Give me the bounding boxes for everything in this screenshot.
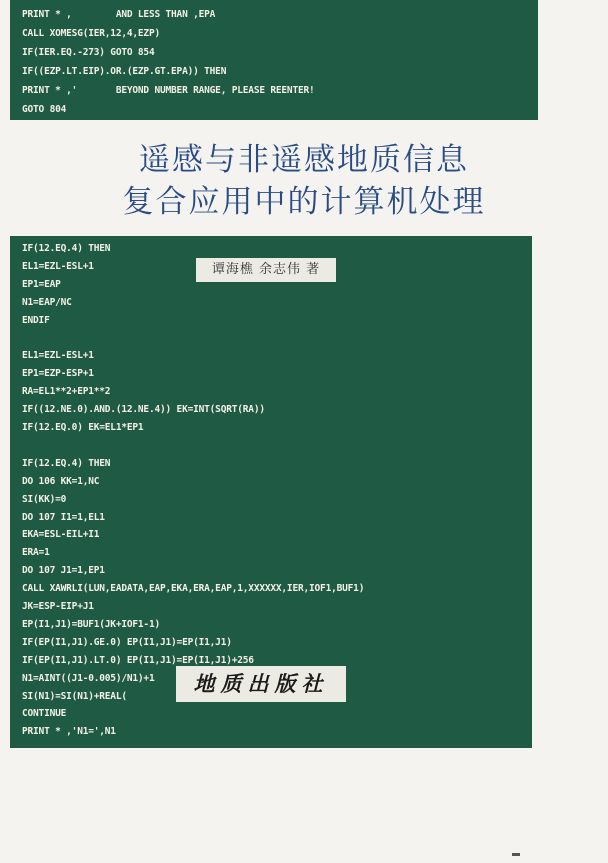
code-line: EP1=EZP-ESP+1 [22, 368, 94, 380]
code-line: CALL XOMESG(IER,12,4,EZP) [22, 28, 160, 39]
code-line: PRINT * , AND LESS THAN ,EPA [22, 9, 216, 20]
code-line: IF(12.EQ.0) EK=EL1*EP1 [22, 422, 144, 433]
code-line: IF(IER.EQ.-273) GOTO 854 [22, 47, 155, 58]
code-line: SI(KK)=0 [22, 493, 67, 505]
code-line: IF(EP(I1,J1).LT.0) EP(I1,J1)=EP(I1,J1)+256 [22, 654, 254, 666]
code-line: ERA=1 [22, 547, 50, 559]
publisher-label: 地质出版社 [176, 666, 346, 702]
authors-label: 谭海樵 余志伟 著 [196, 258, 336, 282]
code-line: JK=ESP-EIP+J1 [22, 601, 94, 612]
code-line: PRINT * ,' BEYOND NUMBER RANGE, PLEASE REENTER! [22, 85, 315, 96]
code-line: DO 106 KK=1,NC [22, 475, 100, 487]
code-line: DO 107 I1=1,EL1 [22, 511, 105, 523]
code-line: PRINT * ,'N1=',N1 [22, 726, 116, 738]
code-line: DO 107 J1=1,EP1 [22, 565, 105, 577]
scan-speck [512, 853, 520, 856]
code-line: CALL XAWRLI(LUN,EADATA,EAP,EKA,ERA,EAP,1,XXXXXX,IER,IOF1,BUF1) [22, 583, 365, 595]
code-line: N1=AINT((J1-0.005)/N1)+1 [22, 672, 155, 684]
book-title-line-2: 复合应用中的计算机处理 [122, 184, 486, 220]
code-line: IF(EP(I1,J1).GE.0) EP(I1,J1)=EP(I1,J1) [22, 636, 232, 648]
top-code-band [10, 0, 538, 120]
code-line: RA=EL1**2+EP1**2 [22, 386, 111, 398]
code-line: IF(12.EQ.4) THEN [22, 457, 111, 469]
code-line: EP(I1,J1)=BUF1(JK+IOF1-1) [22, 618, 160, 630]
code-line: EL1=EZL-ESL+1 [22, 260, 94, 272]
code-line: EP1=EAP [22, 278, 61, 290]
code-line: EL1=EZL-ESL+1 [22, 350, 94, 362]
code-line: IF((12.NE.0).AND.(12.NE.4)) EK=INT(SQRT(RA)) [22, 404, 265, 416]
code-line: SI(N1)=SI(N1)+REAL( [22, 690, 127, 702]
code-line: CONTINUE [22, 708, 67, 720]
code-line: ENDIF [22, 314, 50, 326]
code-line: EKA=ESL-EIL+I1 [22, 529, 100, 541]
code-line: IF((EZP.LT.EIP).OR.(EZP.GT.EPA)) THEN [22, 66, 227, 77]
book-title-line-1: 遥感与非遥感地质信息 [139, 142, 469, 178]
code-line: N1=EAP/NC [22, 296, 72, 308]
code-line: IF(12.EQ.4) THEN [22, 243, 111, 254]
code-line: GOTO 804 [22, 104, 67, 115]
